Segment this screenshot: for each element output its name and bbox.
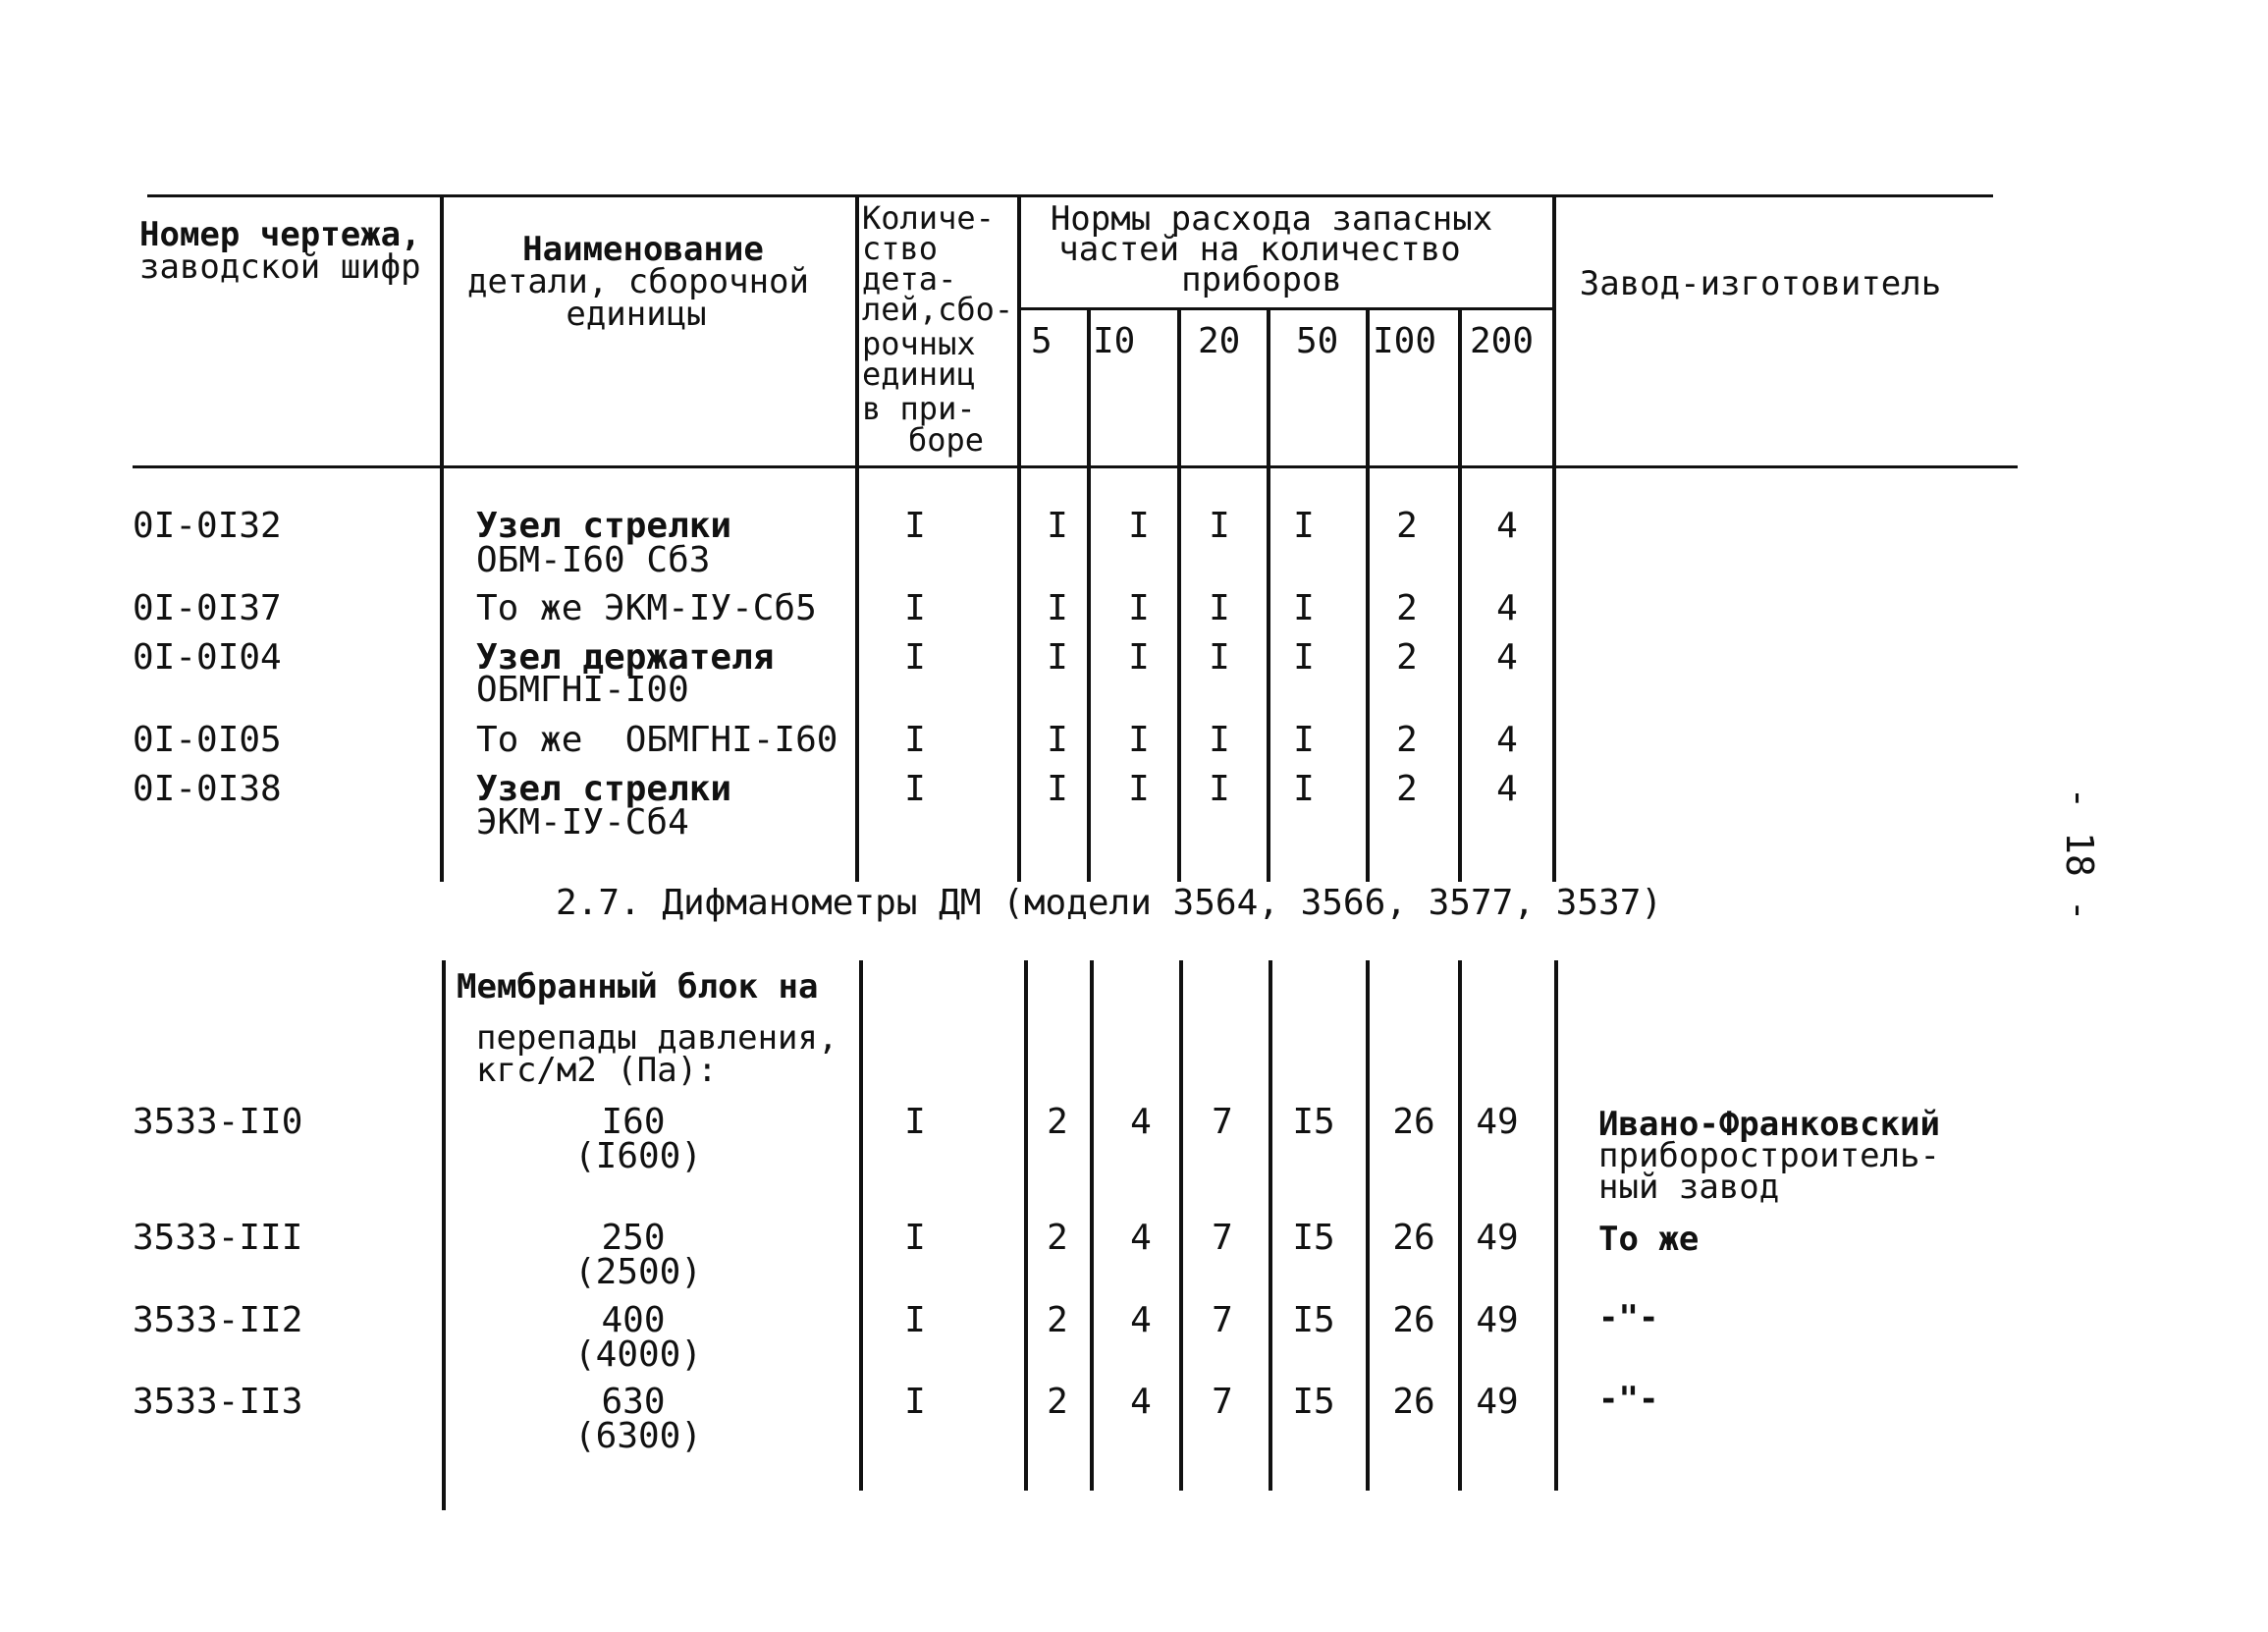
norm-100: 2 <box>1396 720 1418 760</box>
norm-10: I <box>1128 506 1150 546</box>
norm-5: 2 <box>1047 1218 1068 1258</box>
norm-5: I <box>1047 637 1068 678</box>
norm-5: I <box>1047 588 1068 628</box>
header-qty-line5: рочных <box>862 325 976 362</box>
norm-100: 26 <box>1392 1382 1435 1422</box>
divider-s2-v2 <box>859 960 863 1491</box>
norm-20: 7 <box>1212 1102 1233 1142</box>
norm-200: 4 <box>1496 637 1518 678</box>
row-qty: I <box>904 1102 926 1142</box>
header-norms-line3: приборов <box>1181 260 1342 299</box>
header-qty-line2: ство <box>862 230 939 267</box>
row-maker: Ивано-Франковский <box>1598 1105 1940 1144</box>
row-name: ОБМ-I60 Сб3 <box>476 540 711 580</box>
norm-200: 49 <box>1476 1300 1519 1340</box>
norm-10: 4 <box>1130 1102 1152 1142</box>
norm-100: 2 <box>1396 637 1418 678</box>
divider-s2-v8 <box>1458 960 1462 1491</box>
row-name: (2500) <box>573 1252 703 1292</box>
row-maker: То же <box>1598 1220 1700 1259</box>
row-name: То же ЭКМ-IУ-Сб5 <box>476 588 817 628</box>
norm-200: 4 <box>1496 720 1518 760</box>
row-qty: I <box>904 769 926 809</box>
row-name: Узел держателя <box>476 637 775 678</box>
norm-50: I5 <box>1292 1382 1335 1422</box>
norm-200: 4 <box>1496 769 1518 809</box>
norm-5: I <box>1047 720 1068 760</box>
norm-50: I5 <box>1292 1300 1335 1340</box>
row-code: 0I-0I37 <box>133 588 282 628</box>
row-name: ЭКМ-IУ-Сб4 <box>476 802 689 843</box>
row-name: (I600) <box>573 1136 703 1176</box>
norm-10: 4 <box>1130 1382 1152 1422</box>
norm-20: 7 <box>1212 1218 1233 1258</box>
header-maker: Завод-изготовитель <box>1579 264 1942 303</box>
row-qty: I <box>904 637 926 678</box>
norm-10: 4 <box>1130 1300 1152 1340</box>
row-code: 3533-II0 <box>133 1102 303 1142</box>
divider-v1 <box>440 194 444 882</box>
norm-100: 26 <box>1392 1102 1435 1142</box>
norm-10: I <box>1128 637 1150 678</box>
norm-5: I <box>1047 506 1068 546</box>
norm-200: 49 <box>1476 1382 1519 1422</box>
row-qty: I <box>904 588 926 628</box>
row-code: 3533-III <box>133 1218 303 1258</box>
row-qty: I <box>904 1300 926 1340</box>
row-maker: ный завод <box>1598 1168 1780 1207</box>
divider-s2-v3 <box>1024 960 1028 1491</box>
norm-20: 7 <box>1212 1300 1233 1340</box>
header-qty-line3: дета- <box>862 260 957 298</box>
row-name: 250 <box>601 1218 666 1258</box>
norms-subheader-rule <box>1021 307 1556 310</box>
row-code: 0I-0I32 <box>133 506 282 546</box>
row-code: 0I-0I04 <box>133 637 282 678</box>
row-code: 3533-II2 <box>133 1300 303 1340</box>
row-qty: I <box>904 506 926 546</box>
section2-title: 2.7. Дифманометры ДМ (модели 3564, 3566, 3577, 3537) <box>556 883 1663 923</box>
norm-20: I <box>1209 720 1230 760</box>
divider-s2-v7 <box>1366 960 1370 1491</box>
header-bottom-rule <box>133 465 2018 468</box>
divider-v4 <box>1087 309 1091 882</box>
norm-count-5: 5 <box>1031 321 1053 361</box>
row-name: I60 <box>601 1102 666 1142</box>
row-name: 630 <box>601 1382 666 1422</box>
header-qty-line7: в при- <box>862 390 976 427</box>
norm-50: I5 <box>1292 1218 1335 1258</box>
norm-200: 49 <box>1476 1218 1519 1258</box>
norm-100: 2 <box>1396 769 1418 809</box>
norm-50: I <box>1293 506 1315 546</box>
norm-50: I <box>1293 637 1315 678</box>
divider-s2-v5 <box>1179 960 1183 1491</box>
norm-100: 2 <box>1396 506 1418 546</box>
norm-count-50: 50 <box>1296 321 1339 361</box>
divider-v2 <box>855 194 859 882</box>
norm-200: 4 <box>1496 588 1518 628</box>
header-name-line3: единицы <box>566 295 707 334</box>
row-maker: приборостроитель- <box>1598 1136 1940 1175</box>
header-name-line2: детали, сборочной <box>467 262 809 301</box>
divider-s2-v4 <box>1090 960 1094 1491</box>
norm-5: 2 <box>1047 1300 1068 1340</box>
row-name: (4000) <box>573 1334 703 1375</box>
norm-200: 4 <box>1496 506 1518 546</box>
divider-v6 <box>1267 309 1270 882</box>
norm-10: 4 <box>1130 1218 1152 1258</box>
norm-100: 26 <box>1392 1300 1435 1340</box>
norm-50: I <box>1293 720 1315 760</box>
header-name-line1: Наименование <box>522 230 764 269</box>
norm-20: I <box>1209 637 1230 678</box>
divider-v3 <box>1017 194 1021 882</box>
norm-20: 7 <box>1212 1382 1233 1422</box>
norm-count-100: I00 <box>1373 321 1437 361</box>
divider-v7 <box>1366 309 1370 882</box>
top-rule <box>147 194 1993 197</box>
row-name: Узел стрелки <box>476 769 732 809</box>
row-maker: -"- <box>1598 1380 1659 1419</box>
norm-100: 2 <box>1396 588 1418 628</box>
row-qty: I <box>904 1218 926 1258</box>
row-name: То же ОБМГНI-I60 <box>476 720 838 760</box>
row-code: 0I-0I05 <box>133 720 282 760</box>
norm-50: I <box>1293 588 1315 628</box>
header-number-line1: Номер чертежа, <box>139 215 421 254</box>
row-name: ОБМГНI-I00 <box>476 670 689 710</box>
header-qty-line1: Количе- <box>862 199 995 237</box>
norm-200: 49 <box>1476 1102 1519 1142</box>
norm-10: I <box>1128 720 1150 760</box>
norm-5: 2 <box>1047 1102 1068 1142</box>
norm-10: I <box>1128 769 1150 809</box>
row-qty: I <box>904 1382 926 1422</box>
divider-v8 <box>1458 309 1462 882</box>
section2-intro-line2: перепады давления, <box>476 1018 838 1058</box>
header-qty-line8: боре <box>908 421 985 459</box>
row-code: 0I-0I38 <box>133 769 282 809</box>
norm-5: I <box>1047 769 1068 809</box>
header-norms-line1: Нормы расхода запасных <box>1050 199 1493 239</box>
row-name: Узел стрелки <box>476 506 732 546</box>
norm-50: I <box>1293 769 1315 809</box>
row-code: 3533-II3 <box>133 1382 303 1422</box>
norm-count-200: 200 <box>1470 321 1535 361</box>
header-number-line2: заводской шифр <box>139 247 421 287</box>
divider-v5 <box>1177 309 1181 882</box>
divider-s2-v1 <box>442 960 446 1510</box>
norm-20: I <box>1209 588 1230 628</box>
header-norms-line2: частей на количество <box>1058 230 1461 269</box>
norm-20: I <box>1209 769 1230 809</box>
row-name: (6300) <box>573 1416 703 1456</box>
header-qty-line6: единиц <box>862 355 976 393</box>
section2-intro-line1: Мембранный блок на <box>457 967 819 1006</box>
row-maker: -"- <box>1598 1298 1659 1337</box>
divider-v9 <box>1552 194 1556 882</box>
norm-count-20: 20 <box>1198 321 1241 361</box>
norm-count-10: I0 <box>1093 321 1136 361</box>
page-number: - 18 - <box>2058 787 2101 922</box>
divider-s2-v6 <box>1269 960 1272 1491</box>
norm-10: I <box>1128 588 1150 628</box>
header-qty-line4: лей,сбо- <box>862 291 1014 328</box>
norm-100: 26 <box>1392 1218 1435 1258</box>
row-name: 400 <box>601 1300 666 1340</box>
row-qty: I <box>904 720 926 760</box>
norm-5: 2 <box>1047 1382 1068 1422</box>
norm-20: I <box>1209 506 1230 546</box>
norm-50: I5 <box>1292 1102 1335 1142</box>
section2-intro-line3: кгс/м2 (Па): <box>476 1051 718 1090</box>
divider-s2-v9 <box>1554 960 1558 1491</box>
